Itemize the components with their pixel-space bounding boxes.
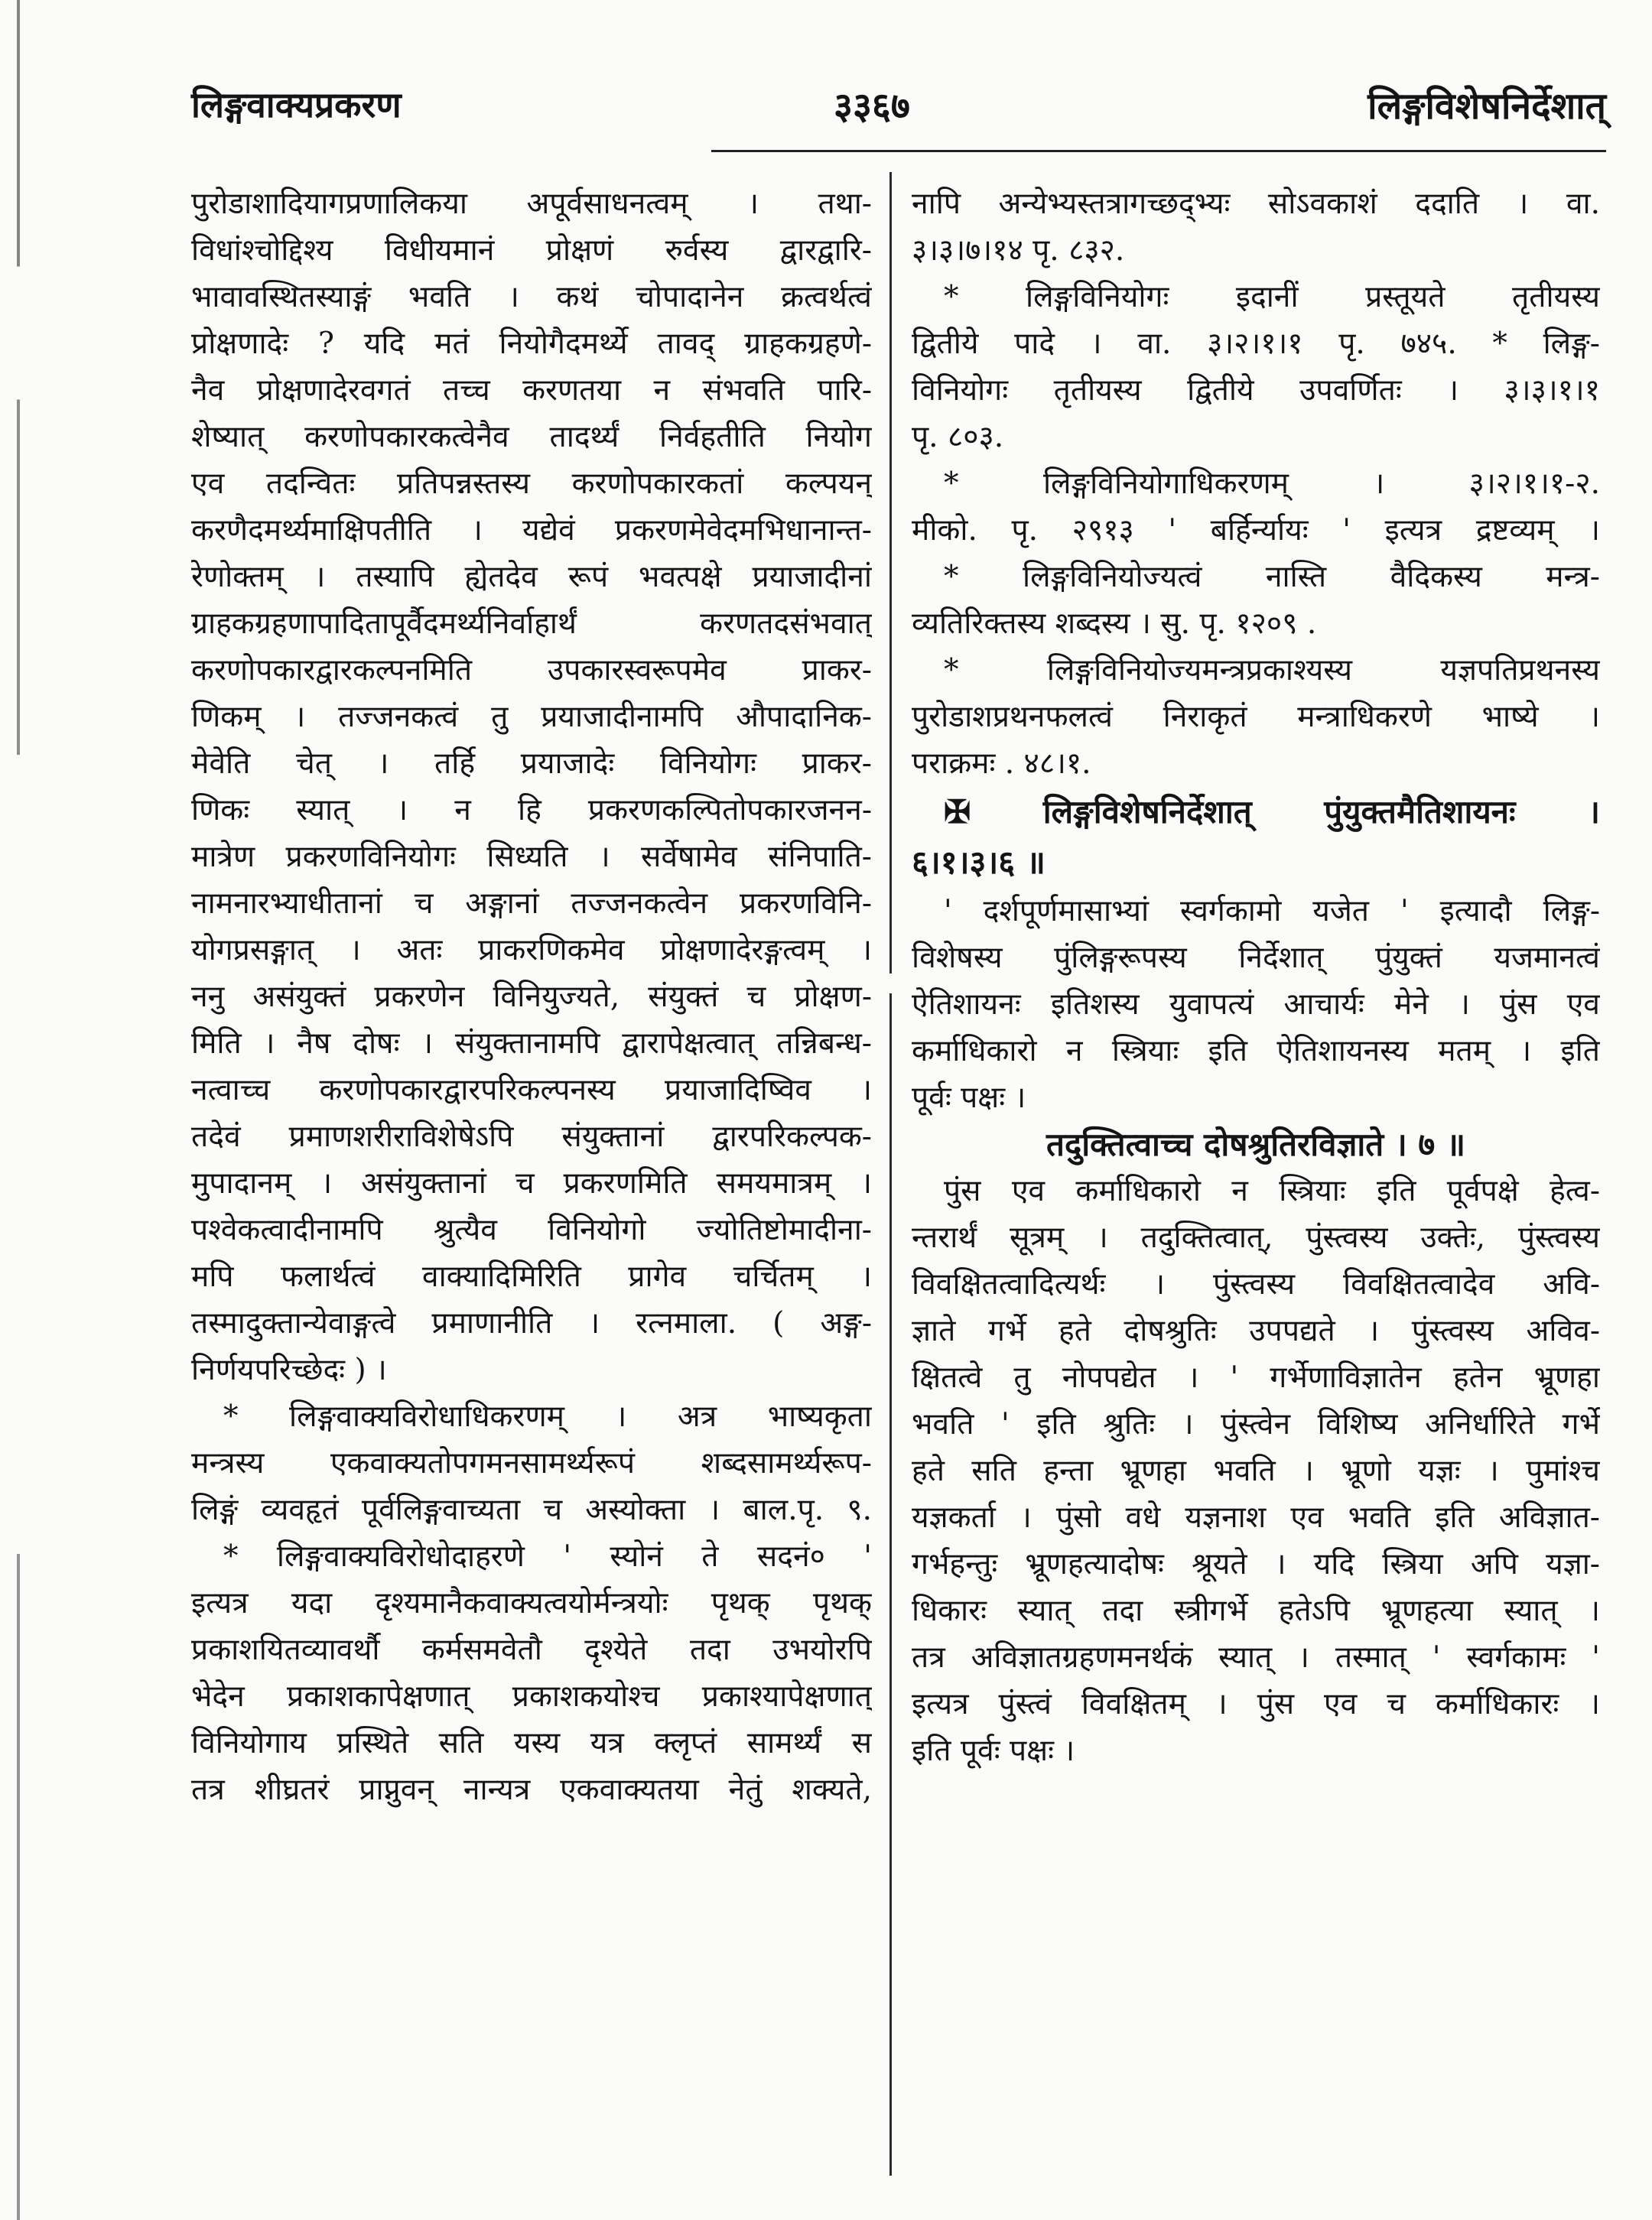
- text-line: ३।३।७।१४ पृ. ८३२.: [912, 233, 1125, 268]
- entry-heading-line: * लिङ्गविनियोज्यमन्त्रप्रकाश्यस्य यज्ञपतिप्रथनस्य: [944, 653, 1600, 687]
- text-line: निर्णयपरिच्छेदः ) ।: [191, 1353, 387, 1387]
- text-line: विधांश्चोद्दिश्य विधीयमानं प्रोक्षणं रुर्वस्य द्वारद्वारि-: [191, 233, 872, 268]
- entry-heading-line: * लिङ्गविनियोज्यत्वं नास्ति वैदिकस्य मन्त्र-: [944, 560, 1600, 594]
- text-line: मीको. पृ. २९१३ ' बर्हिर्न्यायः ' इत्यत्र द्रष्टव्यम् ।: [912, 513, 1600, 548]
- text-line: करणैदमर्थ्यमाक्षिपतीति । यद्येवं प्रकरणमेवेदमभिधानान्त-: [191, 513, 872, 548]
- text-line: विवक्षितत्वादित्यर्थः । पुंस्त्वस्य विवक्षितत्वादेव अवि-: [912, 1267, 1600, 1302]
- text-line: कर्माधिकारो न स्त्रियाः इति ऐतिशायनस्य मतम् । इति: [912, 1034, 1600, 1068]
- text-line: विनियोगः तृतीयस्य द्वितीये उपवर्णितः । ३।३।१।१: [912, 373, 1600, 408]
- text-line: इति पूर्वः पक्षः ।: [912, 1734, 1075, 1768]
- running-head-left: लिङ्गवाक्यप्रकरण: [191, 84, 402, 125]
- text-line: मपि फलार्थत्वं वाक्यादिमिरिति प्रागेव चर्चितम् ।: [191, 1260, 872, 1294]
- text-line: मन्त्रस्य एकवाक्यतोपगमनसामर्थ्यरूपं शब्दसामर्थ्यरूप-: [191, 1446, 872, 1481]
- text-line: नत्वाच्च करणोपकारद्वारपरिकल्पनस्य प्रयाजादिष्विव ।: [191, 1073, 872, 1107]
- text-line: नापि अन्येभ्यस्तत्रागच्छद्भ्यः सोऽवकाशं ददाति । वा.: [912, 187, 1600, 221]
- text-line: प्रकाशयितव्यावर्थौ कर्मसमवेतौ दृश्येते तदा उभयोरपि: [191, 1633, 872, 1667]
- text-line: इत्यत्र यदा दृश्यमानैकवाक्यत्वयोर्मन्त्रयोः पृथक् पृथक्: [191, 1586, 872, 1620]
- text-line: पृ. ८०३.: [912, 420, 1004, 454]
- text-line: तत्र अविज्ञातग्रहणमनर्थकं स्यात् । तस्मात् ' स्वर्गकामः ': [912, 1640, 1600, 1675]
- text-line: पश्वेकत्वादीनामपि श्रुत्यैव विनियोगो ज्योतिष्टोमादीना-: [191, 1213, 872, 1247]
- text-line: विनियोगाय प्रस्थिते सति यस्य यत्र क्लृप्तं सामर्थ्यं स: [191, 1726, 872, 1760]
- text-line: प्रोक्षणादेः ? यदि मतं नियोगैदमर्थ्ये तावद् ग्राहकग्रहणे-: [191, 327, 872, 361]
- page-header: [191, 80, 1606, 141]
- text-line: मात्रेण प्रकरणविनियोगः सिध्यति । सर्वेषामेव संनिपाति-: [191, 840, 872, 874]
- text-line: पुरोडाशप्रथनफलत्वं निराकृतं मन्त्राधिकरणे भाष्ये ।: [912, 700, 1600, 734]
- text-line: इत्यत्र पुंस्त्वं विवक्षितम् । पुंस एव च कर्माधिकारः ।: [912, 1687, 1600, 1721]
- entry-heading-line: * लिङ्गविनियोगाधिकरणम् । ३।२।१।१-२.: [944, 466, 1600, 501]
- right-column: [912, 180, 1600, 1774]
- text-line: धिकारः स्यात् तदा स्त्रीगर्भे हतेऽपि भ्रूणहत्या स्यात् ।: [912, 1594, 1600, 1628]
- text-line: हते सति हन्ता भ्रूणहा भवति । भ्रूणो यज्ञः । पुमांश्च: [912, 1454, 1600, 1488]
- left-column: [191, 180, 872, 1813]
- text-line: ऐतिशायनः इतिशस्य युवापत्यं आचार्यः मेने । पुंस एव: [912, 987, 1600, 1022]
- text-line: ननु असंयुक्तं प्रकरणेन विनियुज्यते, संयुक्तं च प्रोक्षण-: [191, 980, 872, 1014]
- text-line: तत्र शीघ्रतरं प्राप्नुवन् नान्यत्र एकवाक्यतया नेतुं शक्यते,: [191, 1773, 872, 1807]
- entry-heading-line: * लिङ्गविनियोगः इदानीं प्रस्तूयते तृतीयस्य: [944, 280, 1600, 314]
- text-line: लिङ्गं व्यवहृतं पूर्वलिङ्गवाच्यता च अस्योक्ता । बाल.पृ. ९.: [191, 1493, 872, 1527]
- text-line: पुंस एव कर्माधिकारो न स्त्रियाः इति पूर्वपक्षे हेत्व-: [944, 1174, 1600, 1208]
- text-line: द्वितीये पादे । वा. ३।२।१।१ पृ. ७४५. * लिङ्ग-: [912, 327, 1600, 361]
- text-line: यज्ञकर्ता । पुंसो वधे यज्ञनाश एव भवति इति अविज्ञात-: [912, 1500, 1600, 1535]
- text-line: तस्मादुक्तान्येवाङ्गत्वे प्रमाणानीति । रत्नमाला. ( अङ्ग-: [191, 1306, 872, 1341]
- text-line: करणोपकारद्वारकल्पनमिति उपकारस्वरूपमेव प्राकर-: [191, 653, 872, 687]
- text-line: न्तरार्थं सूत्रम् । तदुक्तित्वात्, पुंस्त्वस्य उक्तेः, पुंस्त्वस्य: [912, 1221, 1600, 1255]
- text-line: तदेवं प्रमाणशरीराविशेषेऽपि संयुक्तानां द्वारपरिकल्पक-: [191, 1120, 872, 1154]
- text-line: नामनारभ्याधीतानां च अङ्गानां तज्जनकत्वेन प्रकरणविनि-: [191, 886, 872, 921]
- header-rule: [711, 150, 1606, 152]
- text-line: गर्भहन्तुः भ्रूणहत्यादोषः श्रूयते । यदि स्त्रिया अपि यज्ञा-: [912, 1547, 1600, 1581]
- text-line: ज्ञाते गर्भे हते दोषश्रुतिः उपपद्यते । पुंस्त्वस्य अविव-: [912, 1314, 1600, 1348]
- text-line: योगप्रसङ्गात् । अतः प्राकरणिकमेव प्रोक्षणादेरङ्गत्वम् ।: [191, 933, 872, 967]
- text-line: मुपादानम् । असंयुक्तानां च प्रकरणमिति समयमात्रम् ।: [191, 1166, 872, 1201]
- text-line: पराक्रमः . ४८।१.: [912, 746, 1091, 781]
- text-line: ग्राहकग्रहणापादितापूर्वैदमर्थ्यनिर्वाहार्थं करणतदसंभवात्: [191, 606, 872, 641]
- sutra-reference: ६।१।३।६ ॥: [912, 843, 1046, 881]
- text-line: णिकम् । तज्जनकत्वं तु प्रयाजादीनामपि औपादानिक-: [191, 700, 872, 734]
- text-line: क्षितत्वे तु नोपपद्येत । ' गर्भेणाविज्ञातेन हतेन भ्रूणहा: [912, 1360, 1600, 1395]
- running-head-right: लिङ्गविशेषनिर्देशात्: [1367, 85, 1606, 128]
- text-line: विशेषस्य पुंलिङ्गरूपस्य निर्देशात् पुंयुक्तं यजमानत्वं: [912, 941, 1600, 975]
- text-line: व्यतिरिक्तस्य शब्दस्य । सु. पृ. १२०९ .: [912, 606, 1317, 641]
- text-line: मेवेति चेत् । तर्हि प्रयाजादेः विनियोगः प्राकर-: [191, 746, 872, 781]
- text-line: पूर्वः पक्षः ।: [912, 1081, 1026, 1115]
- sutra-line: तदुक्तित्वाच्च दोषश्रुतिरविज्ञाते । ७ ॥: [1046, 1126, 1465, 1163]
- text-line: भवति ' इति श्रुतिः । पुंस्त्वेन विशिष्य अनिर्धारिते गर्भे: [912, 1407, 1600, 1442]
- text-line: मिति । नैष दोषः । संयुक्तानामपि द्वारापेक्षत्वात् तन्निबन्ध-: [191, 1026, 872, 1061]
- page-number: ३३६७: [834, 85, 910, 128]
- entry-heading-line: * लिङ्गवाक्यविरोधाधिकरणम् । अत्र भाष्यकृता: [223, 1399, 872, 1434]
- text-line: शेष्यात् करणोपकारकत्वेनैव तादर्थ्यं निर्वहतीति नियोग: [191, 420, 872, 454]
- text-line: णिकः स्यात् । न हि प्रकरणकल्पितोपकारजनन-: [191, 793, 872, 827]
- margin-rule: [17, 0, 20, 2220]
- text-line: ' दर्शपूर्णमासाभ्यां स्वर्गकामो यजेत ' इत्यादौ लिङ्ग-: [944, 894, 1600, 928]
- entry-heading-line: * लिङ्गवाक्यविरोधोदाहरणे ' स्योनं ते सदनं० ': [223, 1539, 872, 1574]
- text-line: भावावस्थितस्याङ्गं भवति । कथं चोपादानेन क्रत्वर्थत्वं: [191, 280, 872, 314]
- text-line: नैव प्रोक्षणादेरवगतं तच्च करणतया न संभवति पारि-: [191, 373, 872, 408]
- text-line: पुरोडाशादियागप्रणालिकया अपूर्वसाधनत्वम् । तथा-: [191, 187, 872, 221]
- column-divider: [889, 172, 892, 2176]
- text-line: एव तदन्वितः प्रतिपन्नस्तस्य करणोपकारकतां कल्पयन्: [191, 466, 872, 501]
- sutra-heading: ✠ लिङ्गविशेषनिर्देशात् पुंयुक्तमैतिशायनः ।: [944, 793, 1600, 830]
- text-line: रेणोक्तम् । तस्यापि ह्येतदेव रूपं भवत्पक्षे प्रयाजादीनां: [191, 560, 872, 594]
- text-line: भेदेन प्रकाशकापेक्षणात् प्रकाशकयोश्च प्रकाश्यापेक्षणात्: [191, 1679, 872, 1714]
